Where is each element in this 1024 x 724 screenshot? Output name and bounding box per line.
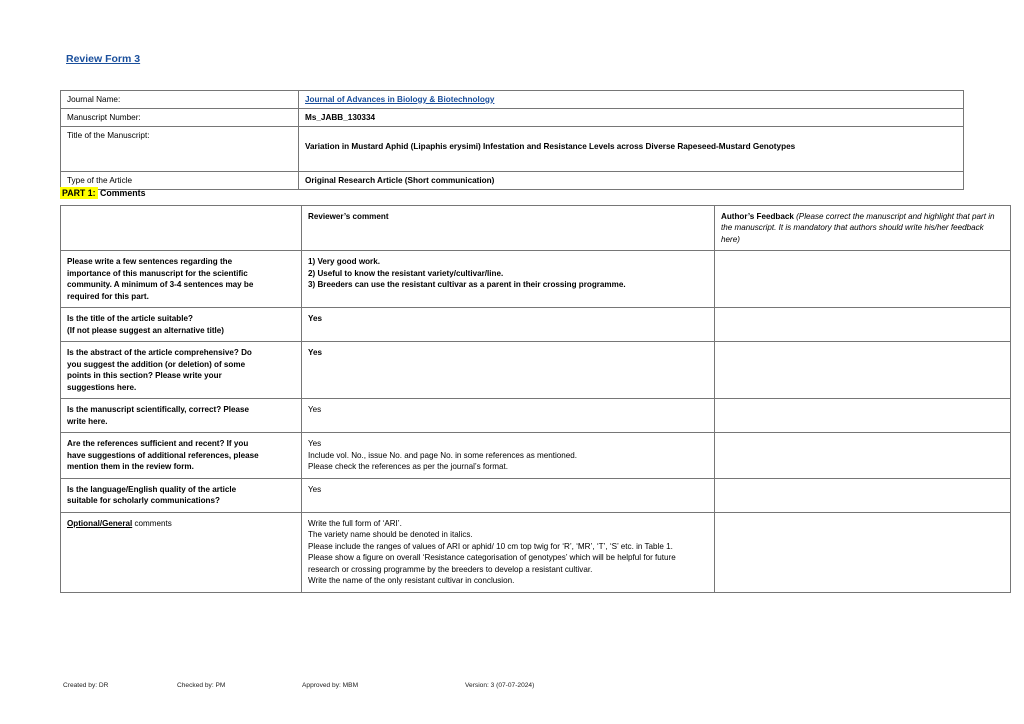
table-row <box>61 433 1011 478</box>
comment-line: Write the name of the only resistant cultivar in conclusion. <box>308 576 515 586</box>
question-line: required for this part. <box>67 291 149 301</box>
question-references <box>61 433 302 478</box>
reviewer-comment-references <box>302 433 715 478</box>
comment-line: Write the full form of ‘ARI’. <box>308 518 402 528</box>
question-importance <box>61 251 302 308</box>
part-1-highlight: PART 1: <box>62 188 96 198</box>
header-question-column <box>61 206 302 251</box>
author-feedback-language-quality[interactable] <box>715 478 1011 512</box>
reviewer-comment-importance <box>302 251 715 308</box>
table-row <box>61 399 1011 433</box>
question-line: write here. <box>67 416 108 426</box>
question-line: importance of this manuscript for the scientific <box>67 268 248 278</box>
header-reviewer-comment: Reviewer’s comment <box>302 206 715 251</box>
comment-line: 1) Very good work. <box>308 257 380 267</box>
footer-checked-by: Checked by: PM <box>177 682 226 689</box>
author-feedback-scientifically-correct[interactable] <box>715 399 1011 433</box>
question-abstract-comprehensive <box>61 342 302 399</box>
table-row <box>61 251 1011 308</box>
question-line: Is the language/English quality of the article <box>67 484 237 494</box>
question-line: suitable for scholarly communications? <box>67 496 220 506</box>
question-line: Please write a few sentences regarding the <box>67 257 233 267</box>
page-title: Review Form 3 <box>66 53 141 65</box>
question-language-quality <box>61 478 302 512</box>
question-line: Is the abstract of the article comprehensive? Do <box>67 348 252 358</box>
question-line: suggestions here. <box>67 382 137 392</box>
question-line: community. A minimum of 3-4 sentences may be <box>67 280 254 290</box>
reviewer-comment-optional-general <box>302 512 715 592</box>
table-row <box>61 512 1011 592</box>
comment-line: The variety name should be denoted in italics. <box>308 530 473 540</box>
question-scientifically-correct <box>61 399 302 433</box>
comment-line: 2) Useful to know the resistant variety/cultivar/line. <box>308 268 504 278</box>
footer-approved-by: Approved by: MBM <box>302 682 359 689</box>
part-1-rest: Comments <box>97 188 146 198</box>
author-feedback-abstract[interactable] <box>715 342 1011 399</box>
meta-value-journal-name[interactable]: Journal of Advances in Biology & Biotechnology <box>299 91 964 109</box>
table-row <box>61 127 964 172</box>
author-feedback-optional-general[interactable] <box>715 512 1011 592</box>
reviewer-comment-language-quality <box>302 478 715 512</box>
author-feedback-title-suitable[interactable] <box>715 308 1011 342</box>
meta-label-manuscript-number: Manuscript Number: <box>61 109 299 127</box>
header-author-feedback-strong: Author’s Feedback <box>721 212 797 221</box>
table-row <box>61 172 964 190</box>
table-row <box>61 109 964 127</box>
header-author-feedback-note: (Please correct the manuscript and highlight that part in the manuscript. It is mandatory that authors should write his/her feedback here) <box>721 212 995 244</box>
meta-label-manuscript-title: Title of the Manuscript: <box>61 127 299 172</box>
question-line: Is the title of the article suitable? <box>67 314 193 324</box>
question-optional-general-rest: comments <box>132 518 172 528</box>
comment-line: Yes <box>308 348 322 358</box>
reviewer-comment-title-suitable <box>302 308 715 342</box>
question-optional-general <box>61 512 302 592</box>
comment-line: Yes <box>308 314 322 324</box>
comment-line: Please check the references as per the journal’s format. <box>308 462 509 472</box>
question-optional-general-underline: Optional/General <box>67 518 133 528</box>
comment-line: Include vol. No., issue No. and page No. in some references as mentioned. <box>308 450 578 460</box>
manuscript-meta-table <box>60 90 964 190</box>
question-line: points in this section? Please write your <box>67 371 222 381</box>
reviewer-comment-scientifically-correct <box>302 399 715 433</box>
reviewer-comment-abstract <box>302 342 715 399</box>
comment-line: Yes <box>308 405 322 415</box>
table-row <box>61 308 1011 342</box>
footer-version: Version: 3 (07-07-2024) <box>465 682 535 689</box>
table-row <box>61 478 1011 512</box>
meta-value-manuscript-number: Ms_JABB_130334 <box>299 109 964 127</box>
comment-line: Yes <box>308 484 322 494</box>
question-title-suitable <box>61 308 302 342</box>
author-feedback-references[interactable] <box>715 433 1011 478</box>
meta-value-article-type: Original Research Article (Short communication) <box>299 172 964 190</box>
comment-line: Please show a figure on overall ‘Resistance categorisation of genotypes’ which will be helpful for future <box>308 553 676 563</box>
meta-label-journal-name: Journal Name: <box>61 91 299 109</box>
meta-label-article-type: Type of the Article <box>61 172 299 190</box>
footer-created-by: Created by: DR <box>63 682 109 689</box>
author-feedback-importance[interactable] <box>715 251 1011 308</box>
comments-table <box>60 205 1011 593</box>
question-line: Is the manuscript scientifically, correct? Please <box>67 405 250 415</box>
meta-value-manuscript-title: Variation in Mustard Aphid (Lipaphis erysimi) Infestation and Resistance Levels across Diverse Rapeseed-Mustard Genotypes <box>299 127 964 172</box>
comment-line: research or crossing programme by the breeders to develop a resistant cultivar. <box>308 564 593 574</box>
header-author-feedback <box>715 206 1011 251</box>
question-line: you suggest the addition (or deletion) of some <box>67 359 246 369</box>
table-row <box>61 91 964 109</box>
comment-line: 3) Breeders can use the resistant cultivar as a parent in their crossing programme. <box>308 280 626 290</box>
question-line: (If not please suggest an alternative title) <box>67 325 224 335</box>
question-line: mention them in the review form. <box>67 462 194 472</box>
part-1-heading <box>60 188 145 198</box>
question-line: have suggestions of additional references, please <box>67 450 259 460</box>
table-header-row <box>61 206 1011 251</box>
comment-line: Please include the ranges of values of ARI or aphid/ 10 cm top twig for ‘R’, ‘MR’, ‘T’, ‘S’ etc. in Table 1. <box>308 541 673 551</box>
comment-line: Yes <box>308 439 322 449</box>
table-row <box>61 342 1011 399</box>
question-line: Are the references sufficient and recent? If you <box>67 439 249 449</box>
